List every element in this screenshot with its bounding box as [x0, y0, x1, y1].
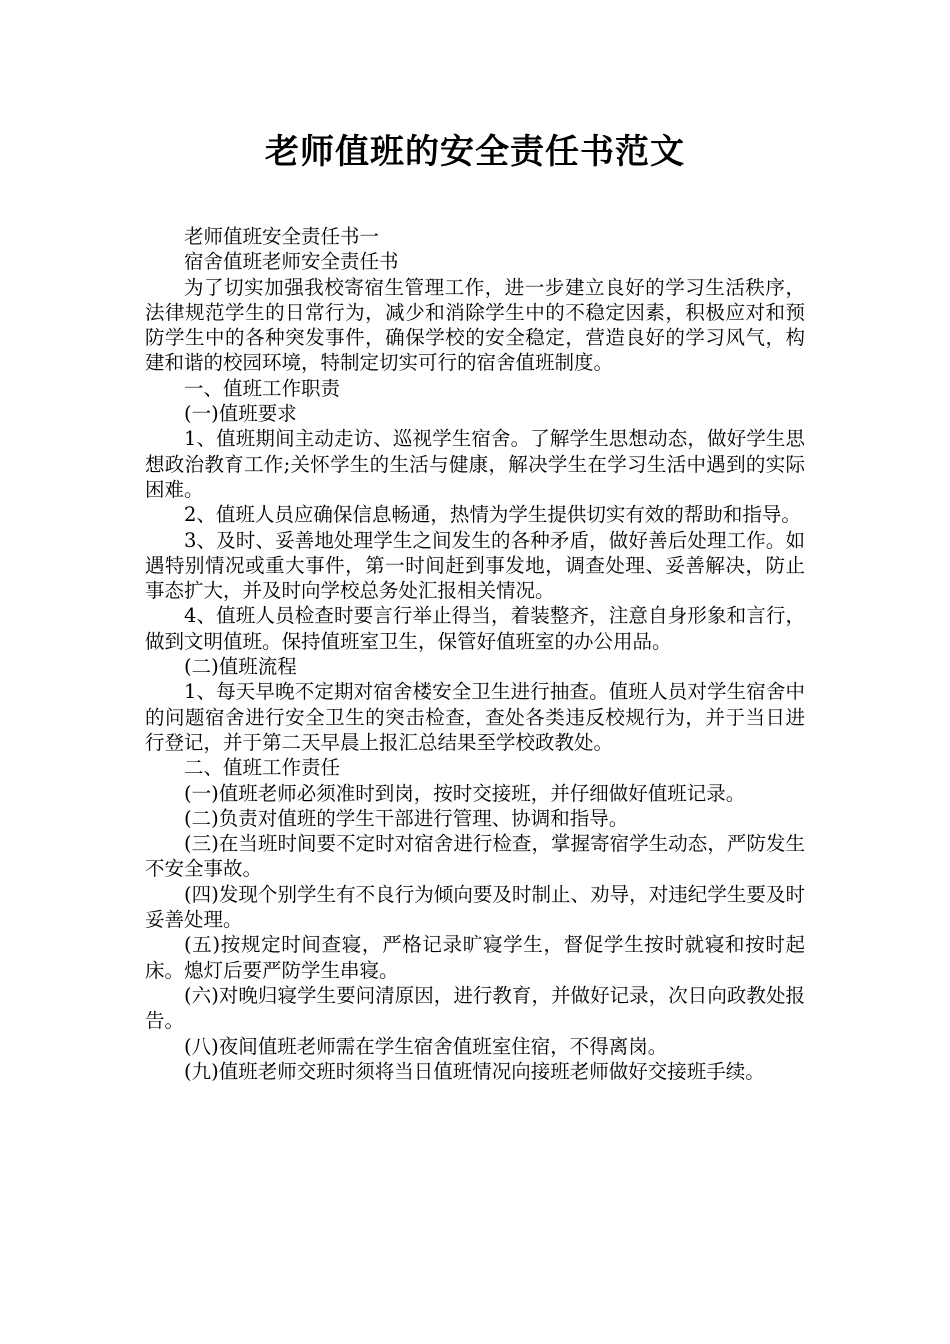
body-paragraph: (八)夜间值班老师需在学生宿舍值班室住宿，不得离岗。 — [184, 1034, 668, 1058]
body-paragraph: (五)按规定时间查寝，严格记录旷寝学生，督促学生按时就寝和按时起床。熄灯后要严防学生串寝。 — [145, 933, 805, 982]
section-heading: 一、值班工作职责 — [184, 376, 341, 400]
body-paragraph: 1、每天早晚不定期对宿舍楼安全卫生进行抽查。值班人员对学生宿舍中的问题宿舍进行安全卫生的突击检查，查处各类违反校规行为，并于当日进行登记，并于第二天早晨上报汇总结果至学校政教处。 — [145, 680, 805, 754]
body-paragraph: (二)负责对值班的学生干部进行管理、协调和指导。 — [184, 806, 629, 830]
body-paragraph: 3、及时、妥善地处理学生之间发生的各种矛盾，做好善后处理工作。如遇特别情况或重大事件，第一时间赶到事发地，调查处理、妥善解决，防止事态扩大，并及时向学校总务处汇报相关情况。 — [145, 528, 805, 603]
body-paragraph: 4、值班人员检查时要言行举止得当，着装整齐，注意自身形象和言行，做到文明值班。保持值班室卫生，保管好值班室的办公用品。 — [145, 604, 805, 653]
subtitle-line: 老师值班安全责任书一 — [184, 225, 380, 248]
body-paragraph: 1、值班期间主动走访、巡视学生宿舍。了解学生思想动态，做好学生思想政治教育工作;关怀学生的生活与健康，解决学生在学习生活中遇到的实际困难。 — [145, 427, 805, 501]
intro-paragraph: 为了切实加强我校寄宿生管理工作，进一步建立良好的学习生活秩序，法律规范学生的日常行为，减少和消除学生中的不稳定因素，积极应对和预防学生中的各种突发事件，确保学校的安全稳定，营造良好的学习风气，构建和谐的校园环境，特制定切实可行的宿舍值班制度。 — [145, 275, 805, 375]
body-paragraph: (九)值班老师交班时须将当日值班情况向接班老师做好交接班手续。 — [184, 1059, 765, 1083]
body-paragraph: (六)对晚归寝学生要问清原因，进行教育，并做好记录，次日向政教处报告。 — [145, 983, 805, 1033]
subtitle-line: 宿舍值班老师安全责任书 — [184, 250, 399, 274]
subsection-heading: (二)值班流程 — [184, 655, 297, 679]
subsection-heading: (一)值班要求 — [184, 402, 297, 426]
section-heading: 二、值班工作责任 — [184, 756, 341, 780]
body-paragraph: (一)值班老师必须准时到岗，按时交接班，并仔细做好值班记录。 — [184, 781, 746, 805]
document-body — [145, 224, 805, 1084]
body-paragraph: 2、值班人员应确保信息畅通，热情为学生提供切实有效的帮助和指导。 — [184, 503, 801, 527]
body-paragraph: (四)发现个别学生有不良行为倾向要及时制止、劝导，对违纪学生要及时妥善处理。 — [145, 882, 805, 932]
document-title: 老师值班的安全责任书范文 — [265, 132, 685, 172]
body-paragraph: (三)在当班时间要不定时对宿舍进行检查，掌握寄宿学生动态，严防发生不安全事故。 — [145, 832, 805, 881]
